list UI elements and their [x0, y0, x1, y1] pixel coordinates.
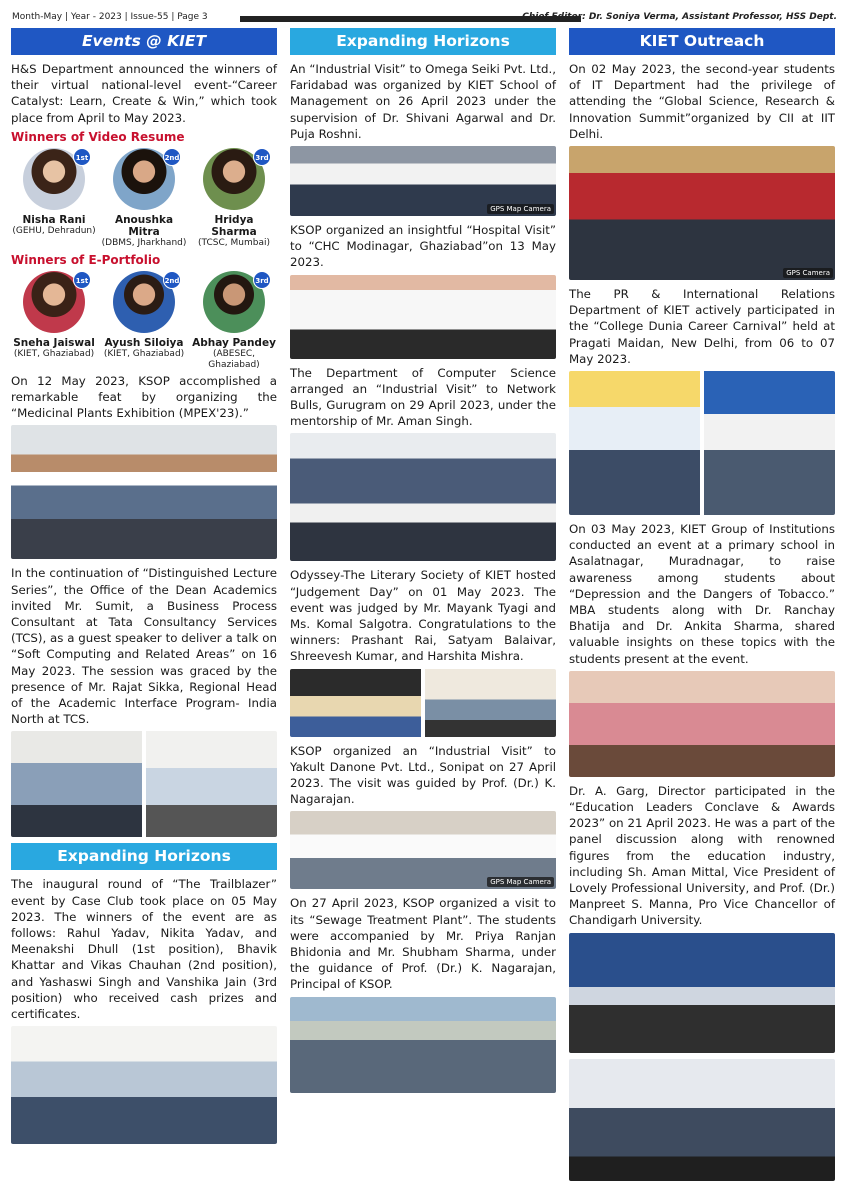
winner-photo	[23, 271, 89, 333]
winner-card	[11, 148, 97, 249]
judgement-day-text: Odyssey-The Literary Society of KIET hosted “Judgement Day” on 01 May 2023. The event was judged by Mr. Mayank Tyagi and Ms. Komal Salgotra. Congratulations to the winners: Prashant Rai, Satyam Balaivar, Shreevesh Kumar, and Harshita Mishra.	[290, 568, 556, 664]
judgement-day-photos	[290, 669, 556, 737]
career-carnival-text: The PR & International Relations Department of KIET actively participated in the “College Dunia Career Carnival” held at Pragati Maidan, New Delhi, from 06 to 07 May 2023.	[569, 287, 835, 366]
winner-photo	[23, 148, 89, 210]
winner-org: (GEHU, Dehradun)	[12, 225, 96, 236]
winner-name: Anoushka Mitra	[114, 213, 174, 238]
rank-badge: 2nd	[163, 271, 181, 289]
conclave-stage-photo	[569, 933, 835, 1053]
eportfolio-heading: Winners of E-Portfolio	[11, 252, 161, 267]
omega-seiki-photo	[290, 146, 556, 216]
section-title-expanding-horizons-2: Expanding Horizons	[11, 843, 277, 870]
rank-badge: 3rd	[253, 148, 271, 166]
gps-watermark: GPS Camera	[783, 268, 833, 278]
omega-seiki-text: An “Industrial Visit” to Omega Seiki Pvt. Ltd., Faridabad was organized by KIET School of Management on 26 April 2023 under the supervision of Dr. Shivani Agarwal and Dr. Puja Roshni.	[290, 62, 556, 141]
winner-org: (KIET, Ghaziabad)	[13, 348, 95, 359]
tobacco-awareness-text: On 03 May 2023, KIET Group of Institutions conducted an event at a primary school in Asalatnagar, Muradnagar, to raise awareness among students about “Depression and the Dangers of Tobacco.” MBA students along with Dr. Ranchay Bhatija and Dr. Ankita Sharma, shared valuable insights on these topics with the students present at the event.	[569, 522, 835, 666]
mpex-text: On 12 May 2023, KSOP accomplished a remarkable feat by organizing the “Medicinal Plants Exhibition (MPEX'23).”	[11, 373, 277, 421]
video-winners	[11, 148, 277, 249]
winner-photo	[113, 271, 180, 333]
yakult-text: KSOP organized an “Industrial Visit” to Yakult Danone Pvt. Ltd., Sonipat on 27 April 2023. The visit was guided by Prof. (Dr.) K. Nagarajan.	[290, 743, 556, 807]
gps-watermark: GPS Map Camera	[487, 877, 554, 887]
education-conclave-text: Dr. A. Garg, Director participated in the “Education Leaders Conclave & Awards 2023” on 21 April 2023. He was a part of the panel discussion along with renowned figures from the education industry, including Sh. Aman Mittal, Vice President of Lovely Professional University, and Prof. (Dr.) Manpreet S. Manna, Pro Vice Chancellor of Chandigarh University.	[569, 783, 835, 928]
winner-org: (ABESEC, Ghaziabad)	[208, 348, 260, 370]
career-carnival-photos	[569, 371, 835, 515]
winner-name: Hridya Sharma	[211, 213, 257, 238]
yakult-photo	[290, 811, 556, 889]
mpex-group-photo	[11, 425, 277, 559]
sewage-plant-text: On 27 April 2023, KSOP organized a visit to its “Sewage Treatment Plant”. The students were accompanied by Mr. Priya Ranjan Bhidonia and Mr. Shubham Sharma, under the guidance of Prof. (Dr.) K. Nagarajan, Principal of KSOP.	[290, 896, 556, 992]
chief-editor: Chief Editor: Dr. Soniya Verma, Assistant Professor, HSS Dept.	[522, 12, 837, 22]
rank-badge: 1st	[73, 271, 91, 289]
rank-badge: 2nd	[163, 148, 181, 166]
video-resume-heading: Winners of Video Resume	[11, 129, 185, 144]
rank-badge: 1st	[73, 148, 91, 166]
trailblazer-text: The inaugural round of “The Trailblazer” event by Case Club took place on 05 May 2023. The winners of the event are as follows: Rahul Yadav, Nikita Yadav, and Meenakshi Dhull (1st position), Bhavik Khattar and Vikas Chauhan (2nd position), and Yashaswi Singh and Vanshika Jain (3rd position) who received cash prizes and certificates.	[11, 877, 277, 1022]
sewage-plant-photo	[290, 997, 556, 1093]
column-expanding-horizons	[290, 28, 556, 1196]
section-title-events: Events @ KIET	[11, 28, 277, 55]
winner-name: Sneha Jaiswal	[13, 336, 95, 349]
winner-photo	[113, 148, 180, 210]
hospital-visit-text: KSOP organized an insightful “Hospital Visit” to “CHC Modinagar, Ghaziabad”on 13 May 2023.	[290, 223, 556, 270]
career-catalyst-text: H&S Department announced the winners of their virtual national-level event-“Career Catalyst: Learn, Create & Win,” which took place from April to May 2023.	[11, 62, 277, 125]
winner-card	[101, 271, 187, 371]
winner-name: Abhay Pandey	[192, 336, 276, 349]
winner-photo	[203, 271, 269, 333]
column-events	[11, 28, 277, 1196]
lecture-series-text: In the continuation of “Distinguished Lecture Series”, the Office of the Dean Academics invited Mr. Sumit, a Business Process Consultant at Tata Consultancy Services (TCS), as a guest speaker to deliver a talk on “Soft Computing and Related Areas” on 16 May 2023. The session was graced by the presence of Mr. Rajat Sikka, Regional Head of the Academic Interface Program- India North at TCS.	[11, 566, 277, 727]
winner-photo	[203, 148, 269, 210]
lecture-photos	[11, 731, 277, 837]
winner-name: Nisha Rani	[22, 213, 86, 226]
network-bulls-text: The Department of Computer Science arranged an “Industrial Visit” to Network Bulls, Gurugram on 29 April 2023, under the mentorship of Mr. Aman Singh.	[290, 365, 556, 429]
winner-org: (DBMS, Jharkhand)	[101, 237, 187, 248]
page-header	[12, 12, 837, 26]
gps-watermark: GPS Map Camera	[487, 204, 554, 214]
network-bulls-photo	[290, 433, 556, 561]
column-outreach	[569, 28, 835, 1196]
cii-summit-text: On 02 May 2023, the second-year students of IT Department had the privilege of attending the “Global Science, Research & Innovation Summit”organized by CII at IIT Delhi.	[569, 62, 835, 141]
winner-org: (KIET, Ghaziabad)	[103, 348, 185, 359]
trailblazer-photo	[11, 1026, 277, 1144]
winner-name: Ayush Siloiya	[104, 336, 184, 349]
winner-card	[191, 148, 277, 249]
school-event-photo	[569, 671, 835, 777]
issue-info: Month-May | Year - 2023 | Issue-55 | Page 3	[12, 12, 208, 22]
section-title-expanding-horizons: Expanding Horizons	[290, 28, 556, 55]
winner-card	[191, 271, 277, 371]
eportfolio-winners	[11, 271, 277, 371]
hospital-visit-photo	[290, 275, 556, 359]
conclave-award-photo	[569, 1059, 835, 1181]
winner-card	[101, 148, 187, 249]
winner-org: (TCSC, Mumbai)	[198, 237, 270, 248]
rank-badge: 3rd	[253, 271, 271, 289]
section-title-outreach: KIET Outreach	[569, 28, 835, 55]
cii-summit-photo	[569, 146, 835, 280]
winner-card	[11, 271, 97, 371]
